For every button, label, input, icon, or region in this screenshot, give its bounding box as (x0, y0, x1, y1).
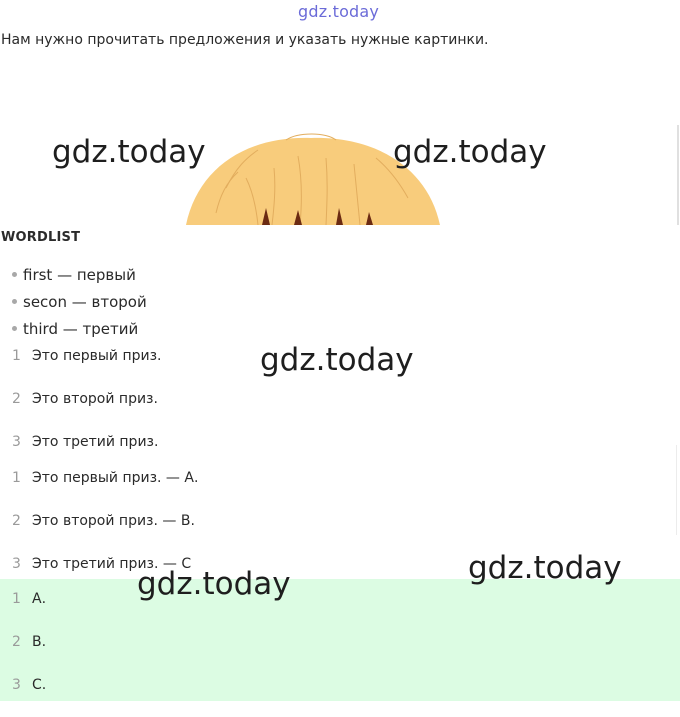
watermark-text: gdz.today (393, 134, 547, 170)
watermark-text: gdz.today (260, 342, 414, 378)
item-number: 2 (12, 391, 21, 407)
answers-list (12, 588, 46, 717)
item-number: 3 (12, 556, 21, 572)
watermark-text: gdz.today (468, 550, 622, 586)
bullet-icon (12, 326, 17, 331)
list-item: 3 Это третий приз. — С (12, 553, 198, 596)
list-item: first — первый (12, 264, 147, 291)
watermark-text: gdz.today (137, 566, 291, 602)
list-item: third — третий (12, 318, 147, 345)
list-item: 1 Это первый приз. — А. (12, 467, 198, 510)
watermark-text: gdz.today (52, 134, 206, 170)
list-item: 3 Это третий приз. (12, 431, 162, 474)
wordlist (12, 264, 147, 345)
list-item: 2 Это второй приз. (12, 388, 162, 431)
list-item: 2 Это второй приз. — В. (12, 510, 198, 553)
list-item: 3 С. (12, 674, 46, 717)
wordlist-heading: WORDLIST (1, 230, 81, 245)
list-item: 2 В. (12, 631, 46, 674)
scroll-divider-lower (676, 445, 677, 535)
item-number: 2 (12, 634, 21, 650)
answer-block (0, 579, 680, 701)
item-number: 3 (12, 434, 21, 450)
list-item: secon — второй (12, 291, 147, 318)
list-item: 1 А. (12, 588, 46, 631)
item-number: 1 (12, 470, 21, 486)
instruction-text: Нам нужно прочитать предложения и указать нужные картинки. (1, 32, 489, 48)
bullet-icon (12, 299, 17, 304)
item-number: 1 (12, 348, 21, 364)
item-number: 1 (12, 591, 21, 607)
top-watermark: gdz.today (298, 2, 380, 21)
scroll-divider (677, 125, 679, 225)
list-item: 1 Это первый приз. (12, 345, 162, 388)
sentences-list (12, 345, 162, 474)
bullet-icon (12, 272, 17, 277)
item-number: 3 (12, 677, 21, 693)
item-number: 2 (12, 513, 21, 529)
